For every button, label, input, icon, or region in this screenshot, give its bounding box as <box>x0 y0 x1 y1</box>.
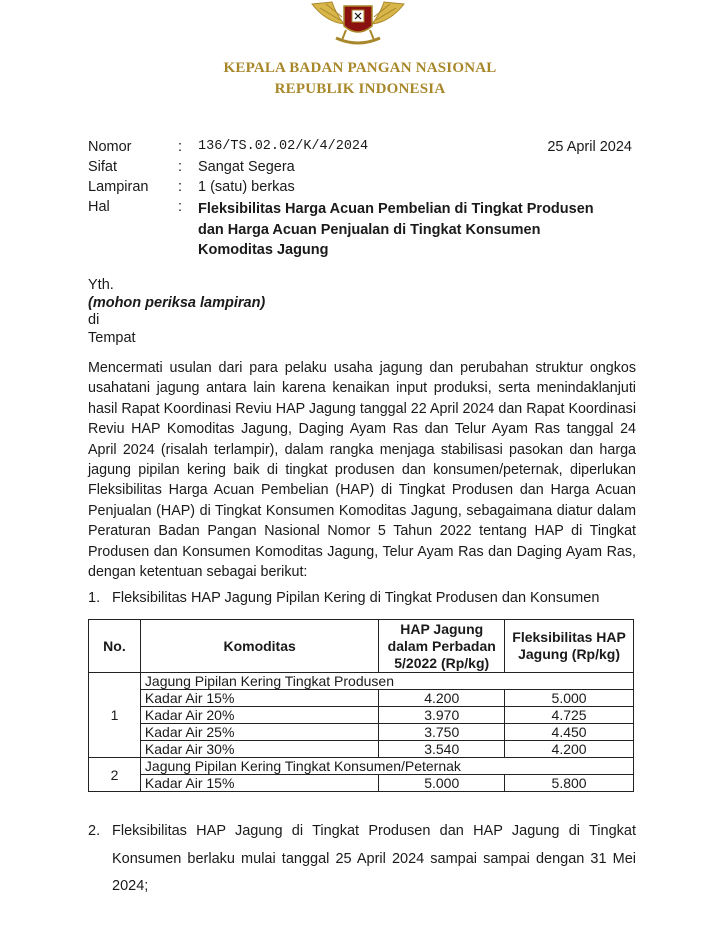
row-hap: 3.970 <box>379 707 505 724</box>
header-flex: Fleksibilitas HAP Jagung (Rp/kg) <box>505 620 634 673</box>
hal-label: Hal <box>88 199 110 215</box>
lampiran-label: Lampiran <box>88 179 149 195</box>
row-name: Kadar Air 30% <box>140 741 378 758</box>
table-row <box>89 724 634 741</box>
sifat-label: Sifat <box>88 159 118 175</box>
nomor-label: Nomor <box>88 139 132 155</box>
row-hap: 4.200 <box>379 690 505 707</box>
list-number: 1. <box>88 590 101 606</box>
table-row <box>89 707 634 724</box>
row-hap: 5.000 <box>379 775 505 792</box>
lampiran-value: 1 (satu) berkas <box>198 179 295 195</box>
row-name: Kadar Air 25% <box>140 724 378 741</box>
table-row <box>89 775 634 792</box>
row-flex: 4.450 <box>505 724 634 741</box>
group-number: 2 <box>89 758 141 792</box>
colon: : <box>178 179 183 195</box>
row-flex: 4.725 <box>505 707 634 724</box>
recipient: (mohon periksa lampiran) <box>88 294 266 311</box>
group-number: 1 <box>89 673 141 758</box>
nomor-value: 136/TS.02.02/K/4/2024 <box>198 139 369 154</box>
sifat-value: Sangat Segera <box>198 159 295 175</box>
table-row <box>89 758 634 775</box>
letterhead-subtitle: REPUBLIK INDONESIA <box>274 81 446 97</box>
row-hap: 3.540 <box>379 741 505 758</box>
row-name: Kadar Air 20% <box>140 707 378 724</box>
hal-value: Fleksibilitas Harga Acuan Pembelian di Tingkat Produsen dan Harga Acuan Penjualan di Tingkat Konsumen Komoditas Jagung <box>198 201 594 258</box>
tempat-label: Tempat <box>88 329 136 346</box>
row-flex: 4.200 <box>505 741 634 758</box>
row-flex: 5.000 <box>505 690 634 707</box>
letterhead-title: KEPALA BADAN PANGAN NASIONAL <box>223 60 497 76</box>
list-number: 2. <box>88 823 101 839</box>
table-row <box>89 690 634 707</box>
header-hap: HAP Jagung dalam Perbadan 5/2022 (Rp/kg) <box>379 620 505 673</box>
header-no: No. <box>89 620 141 673</box>
garuda-emblem-icon <box>306 0 410 50</box>
row-name: Kadar Air 15% <box>140 690 378 707</box>
row-flex: 5.800 <box>505 775 634 792</box>
row-name: Kadar Air 15% <box>140 775 378 792</box>
group-title: Jagung Pipilan Kering Tingkat Konsumen/Peternak <box>140 758 633 775</box>
header-komoditas: Komoditas <box>140 620 378 673</box>
group-title: Jagung Pipilan Kering Tingkat Produsen <box>140 673 633 690</box>
di-label: di <box>88 312 100 328</box>
letter-date: 25 April 2024 <box>547 139 632 155</box>
table-header-row <box>89 620 634 673</box>
list-text: Fleksibilitas HAP Jagung Pipilan Kering di Tingkat Produsen dan Konsumen <box>112 590 600 606</box>
hap-table <box>88 619 634 792</box>
colon: : <box>178 139 183 155</box>
colon: : <box>178 199 183 215</box>
row-hap: 3.750 <box>379 724 505 741</box>
body-paragraph: Mencermati usulan dari para pelaku usaha jagung dan perubahan struktur ongkos usahatani jagung antara lain karena kenaikan input produksi, serta menindaklanjuti hasil Rapat Koordinasi Reviu HAP Jagung tanggal 22 April 2024 dan Rapat Koordinasi Reviu HAP Komoditas Jagung, Daging Ayam Ras dan Telur Ayam Ras tanggal 24 April 2024 (risalah terlampir), dalam rangka menjaga stabilisasi pasokan dan harga jagung pipilan kering baik di tingkat produsen dan konsumen/peternak, diperlukan Fleksibilitas Harga Acuan Pembelian (HAP) di Tingkat Produsen dan Harga Acuan Penjualan (HAP) di Tingkat Konsumen Komoditas Jagung, sebagaimana diatur dalam Peraturan Badan Pangan Nasional Nomor 5 Tahun 2022 tentang HAP di Tingkat Produsen dan Konsumen Komoditas Jagung, Telur Ayam Ras dan Daging Ayam Ras, dengan ketentuan sebagai berikut: <box>88 360 636 581</box>
yth-label: Yth. <box>88 277 114 293</box>
colon: : <box>178 159 183 175</box>
table-row <box>89 741 634 758</box>
list-text: Fleksibilitas HAP Jagung di Tingkat Produsen dan HAP Jagung di Tingkat Konsumen berlaku mulai tanggal 25 April 2024 sampai sampai dengan 31 Mei 2024; <box>112 823 636 894</box>
address-block <box>88 277 265 347</box>
table-row <box>89 673 634 690</box>
